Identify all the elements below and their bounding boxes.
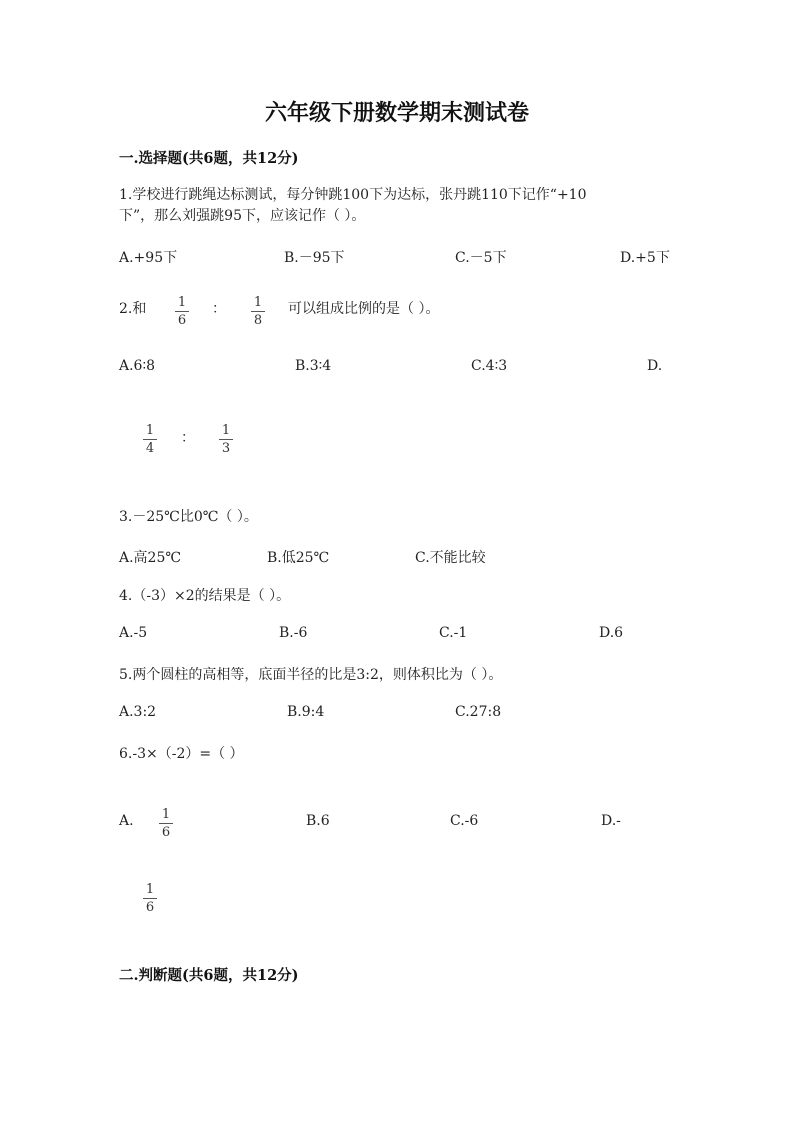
fraction-numerator: 1 [253,295,263,310]
q2-option-d-fraction-1 [143,424,157,456]
q6-option-d: D.- [601,813,621,829]
question-1-line-2: 下”，那么刘强跳95下，应该记作（ ）。 [119,208,366,224]
fraction-bar [159,823,173,824]
fraction-bar [143,898,157,899]
section-heading-choice: 一.选择题(共6题，共12分) [119,150,299,167]
q6-option-d-fraction [143,883,157,915]
q2-fraction-2 [251,296,265,328]
q4-option-a: A.-5 [119,625,148,641]
fraction-denominator: 6 [161,825,171,840]
q6-option-b: B.6 [306,813,330,829]
q5-option-b: B.9:4 [287,704,325,720]
q2-option-a: A.6∶8 [119,358,156,374]
question-5: 5.两个圆柱的高相等，底面半径的比是3:2，则体积比为（ ）。 [119,667,503,683]
fraction-numerator: 1 [145,423,155,438]
q4-option-b: B.-6 [279,625,308,641]
q2-fraction-1 [175,296,189,328]
q1-option-b: B.－95下 [284,250,345,266]
q6-option-c: C.-6 [450,813,479,829]
fraction-denominator: 6 [177,313,187,328]
question-4: 4.（-3）×2的结果是（ ）。 [119,588,291,604]
fraction-bar [251,311,265,312]
q3-option-a: A.高25℃ [119,550,182,566]
q2-option-c: C.4∶3 [471,358,508,374]
q6-option-a: A. [119,813,134,829]
fraction-denominator: 6 [145,900,155,915]
question-1-line-1: 1.学校进行跳绳达标测试，每分钟跳100下为达标，张丹跳110下记作“+10 [119,187,587,203]
fraction-bar [143,439,157,440]
q2-option-d: D. [647,358,663,374]
q3-option-c: C.不能比较 [415,550,486,566]
q1-option-c: C.－5下 [455,250,507,266]
q5-option-c: C.27:8 [455,704,502,720]
fraction-numerator: 1 [161,807,171,822]
fraction-numerator: 1 [221,423,231,438]
q5-option-a: A.3:2 [119,704,157,720]
question-2-prefix: 2.和 [119,301,147,317]
fraction-numerator: 1 [145,882,155,897]
q2-option-d-fraction-2 [219,424,233,456]
q1-option-d: D.+5下 [620,250,670,266]
q4-option-d: D.6 [599,625,624,641]
q2-option-b: B.3∶4 [295,358,332,374]
section-heading-judgement: 二.判断题(共6题，共12分) [119,967,299,984]
fraction-bar [175,311,189,312]
fraction-denominator: 3 [221,441,231,456]
page-title: 六年级下册数学期末测试卷 [264,100,529,126]
q2-ratio-colon: ： [212,301,226,317]
q3-option-b: B.低25℃ [267,550,330,566]
fraction-bar [219,439,233,440]
q1-option-a: A.+95下 [119,250,178,266]
question-6: 6.-3×（-2）=（ ） [119,746,244,762]
question-2-suffix: 可以组成比例的是（ ）。 [288,301,440,317]
fraction-numerator: 1 [177,295,187,310]
fraction-denominator: 4 [145,441,155,456]
q6-option-a-fraction [159,808,173,840]
q2-option-d-colon: ： [181,430,195,446]
q4-option-c: C.-1 [439,625,468,641]
fraction-denominator: 8 [253,313,263,328]
question-3: 3.－25℃比0℃（ ）。 [119,509,258,525]
